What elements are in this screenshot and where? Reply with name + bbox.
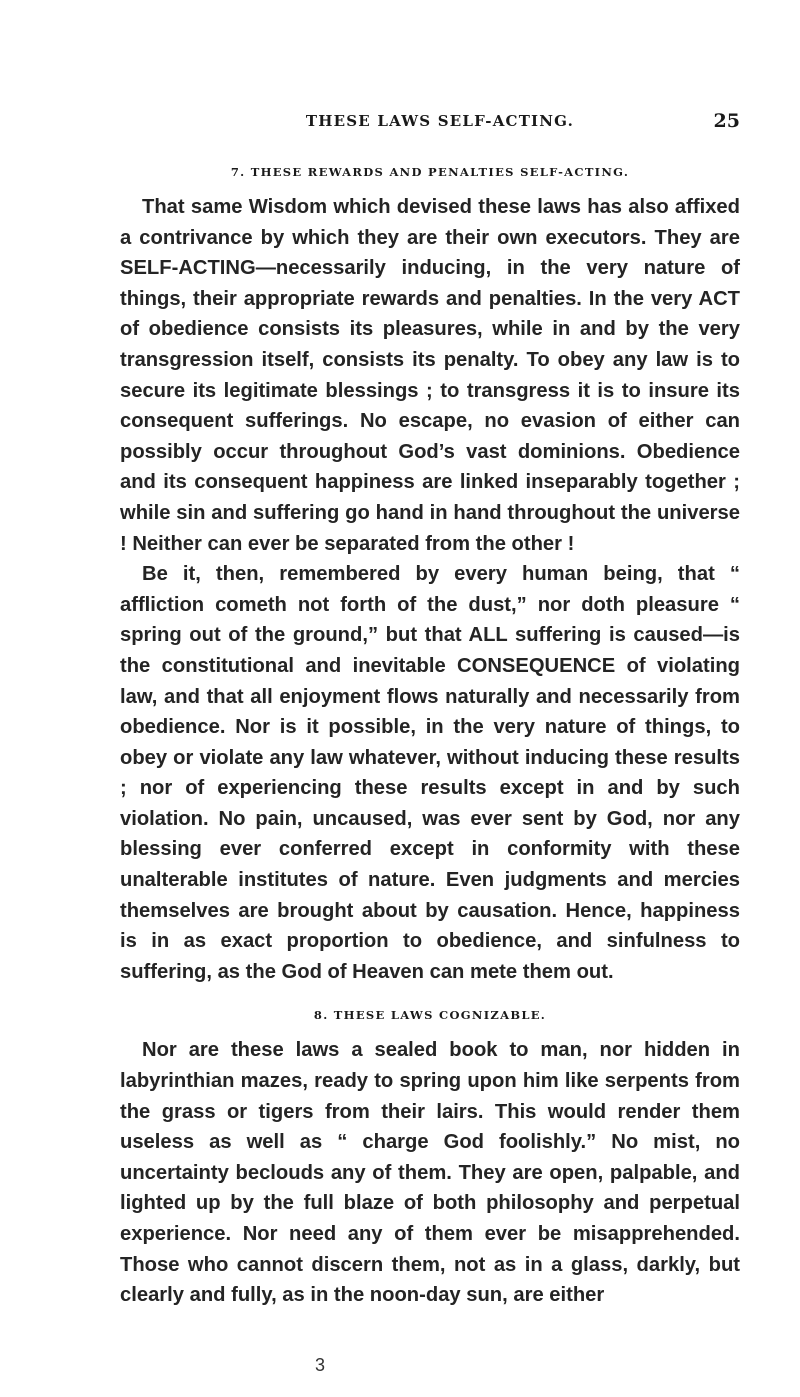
signature-mark: 3 [314,1355,325,1375]
paragraph: That same Wisdom which devised these laws has also affixed a contrivance by which they are their own executors. They are SELF-ACTING—necessarily inducing, in the very nature of things, their appropriate rewards and penalties. In the very ACT of obedience consists its pleasures, while in and by the very transgression itself, consists its penalty. To obey any law is to secure its legitimate blessings ; to transgress it is to insure its consequent sufferings. No escape, no evasion of either can possibly occur throughout God’s vast dominions. Obedience and its consequent happiness are linked inseparably together ; while sin and suffering go hand in hand throughout the universe ! Neither can ever be separated from the other ! [120,196,740,555]
section-heading: 7. THESE REWARDS AND PENALTIES SELF-ACTING. [230,165,630,179]
page-content [120,162,740,1311]
paragraph: Be it, then, remembered by every human being, that “ affliction cometh not forth of the dust,” nor doth pleasure “ spring out of the ground,” but that ALL suffering is caused—is the constitutional and inevitable CONSEQUENCE of violating law, and that all enjoyment flows naturally and necessarily from obedience. Nor is it possible, in the very nature of things, to obey or violate any law whatever, without inducing these results ; nor of experiencing these results except in and by such violation. No pain, uncaused, was ever sent by God, nor any blessing ever conferred except in conformity with these unalterable institutes of nature. Even judgments and mercies themselves are brought about by causation. Hence, happiness is in as exact proportion to obedience, and sinfulness to suffering, as the God of Heaven can mete them out. [120,563,740,983]
page-number: 25 [713,110,740,132]
running-title: THESE LAWS SELF-ACTING. [305,112,575,130]
section-heading: 8. THESE LAWS COGNIZABLE. [313,1008,547,1023]
running-head [140,112,740,138]
paragraph: Nor are these laws a sealed book to man, nor hidden in labyrinthian mazes, ready to spring upon him like serpents from the grass or tigers from their lairs. This would render them useless as well as “ charge God foolishly.” No mist, no uncertainty beclouds any of them. They are open, palpable, and lighted up by the full blaze of both philosophy and perpetual experience. Nor need any of them ever be misapprehended. Those who cannot discern them, not as in a glass, darkly, but clearly and fully, as in the noon-day sun, are either [120,1039,740,1307]
